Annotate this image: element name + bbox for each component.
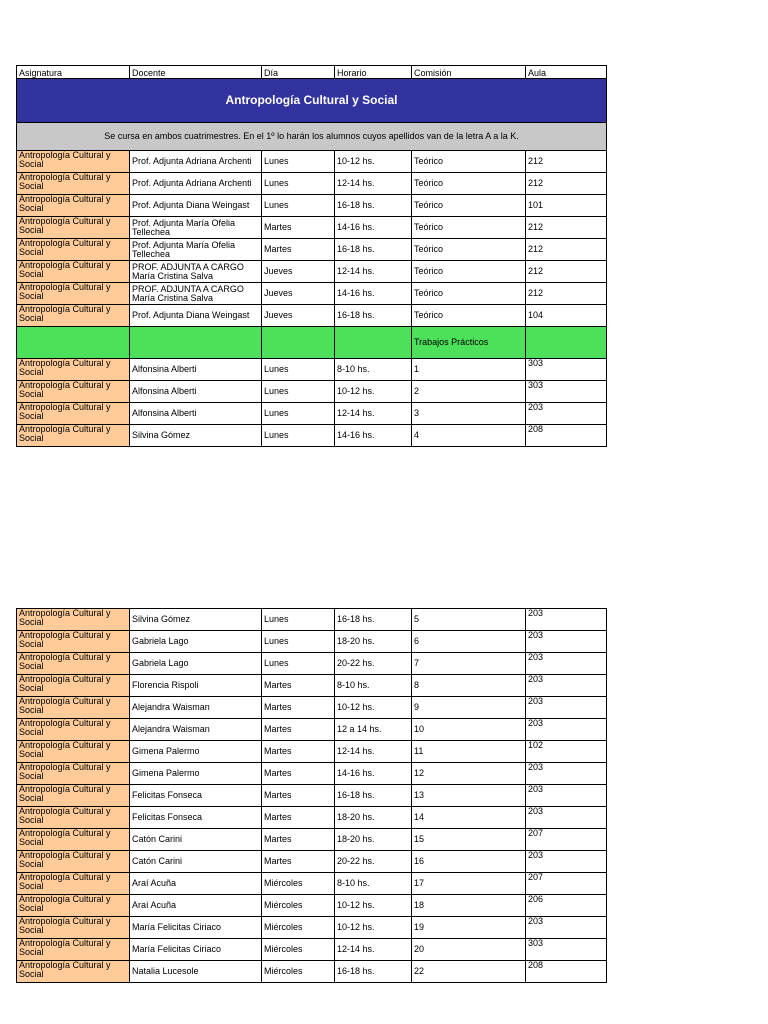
cell-asignatura: Antropología Cultural y Social — [17, 381, 130, 403]
cell-docente: Gabriela Lago — [130, 653, 262, 675]
cell-comision: 6 — [412, 631, 526, 653]
cell-aula: 212 — [526, 151, 607, 173]
cell-docente: Prof. Adjunta Adriana Archenti — [130, 173, 262, 195]
cell-asignatura: Antropología Cultural y Social — [17, 239, 130, 261]
cell-asignatura: Antropología Cultural y Social — [17, 261, 130, 283]
cell-aula: 212 — [526, 261, 607, 283]
table-row — [17, 239, 607, 261]
cell-comision: 9 — [412, 697, 526, 719]
cell-horario: 10-12 hs. — [335, 917, 412, 939]
cell-comision: 11 — [412, 741, 526, 763]
cell-asignatura: Antropología Cultural y Social — [17, 425, 130, 447]
cell-docente: María Felicitas Ciriaco — [130, 939, 262, 961]
cell-dia: Lunes — [262, 631, 335, 653]
cell-asignatura: Antropología Cultural y Social — [17, 151, 130, 173]
table-row — [17, 609, 607, 631]
cell-horario: 12-14 hs. — [335, 939, 412, 961]
cell-comision: Teórico — [412, 261, 526, 283]
cell-aula: 203 — [526, 719, 607, 741]
table-row — [17, 653, 607, 675]
cell-dia: Martes — [262, 697, 335, 719]
cell-aula: 206 — [526, 895, 607, 917]
cell-docente: Catón Carini — [130, 851, 262, 873]
cell-horario: 8-10 hs. — [335, 873, 412, 895]
cell-dia: Martes — [262, 675, 335, 697]
header-asignatura: Asignatura — [17, 66, 130, 79]
cell-comision: 3 — [412, 403, 526, 425]
cell-aula: 203 — [526, 785, 607, 807]
cell-aula: 207 — [526, 829, 607, 851]
cell-comision: 13 — [412, 785, 526, 807]
header-horario: Horario — [335, 66, 412, 79]
cell-docente: Prof. Adjunta Diana Weingast — [130, 305, 262, 327]
cell-horario: 12 a 14 hs. — [335, 719, 412, 741]
cell-docente: Alfonsina Alberti — [130, 381, 262, 403]
cell-comision: Teórico — [412, 239, 526, 261]
cell-dia: Martes — [262, 763, 335, 785]
cell-aula: 203 — [526, 807, 607, 829]
cell-horario: 16-18 hs. — [335, 195, 412, 217]
header-docente: Docente — [130, 66, 262, 79]
title-row — [17, 79, 607, 123]
header-comision: Comisión — [412, 66, 526, 79]
cell-asignatura: Antropología Cultural y Social — [17, 609, 130, 631]
cell-aula: 203 — [526, 403, 607, 425]
cell-aula: 203 — [526, 675, 607, 697]
cell-aula: 104 — [526, 305, 607, 327]
cell-comision: 1 — [412, 359, 526, 381]
cell-horario: 18-20 hs. — [335, 829, 412, 851]
practicos-label: Trabajos Prácticos — [412, 327, 526, 359]
cell-horario: 14-16 hs. — [335, 425, 412, 447]
cell-horario: 10-12 hs. — [335, 381, 412, 403]
cell-horario: 16-18 hs. — [335, 961, 412, 983]
course-note: Se cursa en ambos cuatrimestres. En el 1º lo harán los alumnos cuyos apellidos van de la letra A a la K. — [17, 123, 607, 151]
cell-dia: Martes — [262, 807, 335, 829]
cell-aula: 203 — [526, 851, 607, 873]
cell-comision: 17 — [412, 873, 526, 895]
table-row — [17, 283, 607, 305]
table-row — [17, 631, 607, 653]
table-row — [17, 895, 607, 917]
table-row — [17, 261, 607, 283]
practicos-row — [17, 327, 607, 359]
cell-dia: Miércoles — [262, 895, 335, 917]
cell-horario: 18-20 hs. — [335, 807, 412, 829]
cell-comision: Teórico — [412, 195, 526, 217]
cell-docente: Natalia Lucesole — [130, 961, 262, 983]
table-row — [17, 151, 607, 173]
cell-comision: Teórico — [412, 173, 526, 195]
cell-docente: Prof. Adjunta María Ofelia Tellechea — [130, 239, 262, 261]
cell-aula: 102 — [526, 741, 607, 763]
cell-asignatura: Antropología Cultural y Social — [17, 895, 130, 917]
cell-asignatura: Antropología Cultural y Social — [17, 851, 130, 873]
cell-comision: 12 — [412, 763, 526, 785]
cell-docente: Silvina Gómez — [130, 425, 262, 447]
cell-asignatura: Antropología Cultural y Social — [17, 719, 130, 741]
cell-comision: 7 — [412, 653, 526, 675]
cell-dia: Miércoles — [262, 939, 335, 961]
table-row — [17, 173, 607, 195]
table-row — [17, 807, 607, 829]
cell-horario: 10-12 hs. — [335, 151, 412, 173]
cell-asignatura: Antropología Cultural y Social — [17, 917, 130, 939]
cell-docente: Araí Acuña — [130, 895, 262, 917]
cell-aula: 101 — [526, 195, 607, 217]
cell-horario: 12-14 hs. — [335, 403, 412, 425]
cell-aula: 203 — [526, 609, 607, 631]
cell-dia: Lunes — [262, 381, 335, 403]
cell-comision: 16 — [412, 851, 526, 873]
cell-asignatura: Antropología Cultural y Social — [17, 741, 130, 763]
cell-horario: 20-22 hs. — [335, 851, 412, 873]
cell-asignatura: Antropología Cultural y Social — [17, 873, 130, 895]
cell-docente: Felicitas Fonseca — [130, 785, 262, 807]
cell-aula: 203 — [526, 697, 607, 719]
cell-aula: 203 — [526, 653, 607, 675]
cell-comision: Teórico — [412, 283, 526, 305]
cell-aula: 203 — [526, 631, 607, 653]
cell-aula: 303 — [526, 359, 607, 381]
cell-horario: 10-12 hs. — [335, 697, 412, 719]
cell-dia: Lunes — [262, 403, 335, 425]
cell-dia: Lunes — [262, 195, 335, 217]
cell-aula: 207 — [526, 873, 607, 895]
cell-horario: 8-10 hs. — [335, 359, 412, 381]
cell-dia: Lunes — [262, 151, 335, 173]
cell-docente: Prof. Adjunta Adriana Archenti — [130, 151, 262, 173]
cell-dia: Jueves — [262, 261, 335, 283]
cell-horario: 16-18 hs. — [335, 785, 412, 807]
table-row — [17, 675, 607, 697]
page-title: Antropología Cultural y Social — [17, 79, 607, 123]
cell-docente: PROF. ADJUNTA A CARGO María Cristina Salva — [130, 261, 262, 283]
practice-rows-bottom — [17, 609, 607, 983]
cell-asignatura: Antropología Cultural y Social — [17, 961, 130, 983]
cell-dia: Martes — [262, 719, 335, 741]
cell-docente: Alejandra Waisman — [130, 697, 262, 719]
table-row — [17, 873, 607, 895]
cell-dia: Martes — [262, 829, 335, 851]
cell-asignatura: Antropología Cultural y Social — [17, 829, 130, 851]
table-row — [17, 939, 607, 961]
cell-docente: Prof. Adjunta María Ofelia Tellechea — [130, 217, 262, 239]
cell-asignatura: Antropología Cultural y Social — [17, 653, 130, 675]
table-row — [17, 217, 607, 239]
cell-horario: 12-14 hs. — [335, 741, 412, 763]
cell-dia: Martes — [262, 851, 335, 873]
cell-aula: 212 — [526, 239, 607, 261]
note-row — [17, 123, 607, 151]
cell-dia: Jueves — [262, 305, 335, 327]
cell-asignatura: Antropología Cultural y Social — [17, 359, 130, 381]
cell-docente: Alfonsina Alberti — [130, 359, 262, 381]
cell-comision: 18 — [412, 895, 526, 917]
cell-comision: Teórico — [412, 151, 526, 173]
cell-comision: 15 — [412, 829, 526, 851]
cell-comision: 22 — [412, 961, 526, 983]
cell-dia: Martes — [262, 239, 335, 261]
cell-dia: Miércoles — [262, 961, 335, 983]
cell-horario: 14-16 hs. — [335, 283, 412, 305]
cell-asignatura: Antropología Cultural y Social — [17, 305, 130, 327]
cell-docente: Catón Carini — [130, 829, 262, 851]
cell-aula: 208 — [526, 961, 607, 983]
cell-dia: Martes — [262, 741, 335, 763]
table-row — [17, 961, 607, 983]
table-row — [17, 403, 607, 425]
cell-horario: 12-14 hs. — [335, 173, 412, 195]
table-row — [17, 697, 607, 719]
cell-horario: 20-22 hs. — [335, 653, 412, 675]
cell-docente: Gabriela Lago — [130, 631, 262, 653]
cell-horario: 16-18 hs. — [335, 239, 412, 261]
cell-comision: Teórico — [412, 305, 526, 327]
cell-asignatura: Antropología Cultural y Social — [17, 807, 130, 829]
schedule-table-top — [16, 65, 607, 447]
cell-comision: 2 — [412, 381, 526, 403]
cell-dia: Lunes — [262, 653, 335, 675]
cell-dia: Lunes — [262, 609, 335, 631]
cell-docente: Alejandra Waisman — [130, 719, 262, 741]
cell-docente: María Felicitas Ciriaco — [130, 917, 262, 939]
cell-dia: Miércoles — [262, 917, 335, 939]
table-row — [17, 305, 607, 327]
cell-aula: 303 — [526, 381, 607, 403]
schedule-table-bottom — [16, 608, 607, 983]
header-dia: Día — [262, 66, 335, 79]
cell-aula: 212 — [526, 173, 607, 195]
cell-aula: 208 — [526, 425, 607, 447]
theory-rows — [17, 151, 607, 327]
table-row — [17, 785, 607, 807]
header-aula: Aula — [526, 66, 607, 79]
cell-comision: 8 — [412, 675, 526, 697]
cell-comision: 14 — [412, 807, 526, 829]
cell-dia: Lunes — [262, 359, 335, 381]
cell-horario: 16-18 hs. — [335, 609, 412, 631]
table-row — [17, 359, 607, 381]
cell-asignatura: Antropología Cultural y Social — [17, 195, 130, 217]
cell-dia: Martes — [262, 217, 335, 239]
cell-horario: 14-16 hs. — [335, 217, 412, 239]
cell-asignatura: Antropología Cultural y Social — [17, 763, 130, 785]
cell-aula: 212 — [526, 217, 607, 239]
cell-dia: Lunes — [262, 173, 335, 195]
table-row — [17, 425, 607, 447]
table-row — [17, 851, 607, 873]
cell-horario: 18-20 hs. — [335, 631, 412, 653]
cell-docente: PROF. ADJUNTA A CARGO María Cristina Salva — [130, 283, 262, 305]
cell-docente: Prof. Adjunta Diana Weingast — [130, 195, 262, 217]
cell-horario: 14-16 hs. — [335, 763, 412, 785]
cell-aula: 303 — [526, 939, 607, 961]
cell-docente: Alfonsina Alberti — [130, 403, 262, 425]
cell-asignatura: Antropología Cultural y Social — [17, 697, 130, 719]
cell-asignatura: Antropología Cultural y Social — [17, 403, 130, 425]
table-row — [17, 719, 607, 741]
table-row — [17, 917, 607, 939]
cell-horario: 16-18 hs. — [335, 305, 412, 327]
cell-comision: Teórico — [412, 217, 526, 239]
table-row — [17, 763, 607, 785]
cell-dia: Martes — [262, 785, 335, 807]
cell-asignatura: Antropología Cultural y Social — [17, 173, 130, 195]
cell-comision: 5 — [412, 609, 526, 631]
cell-docente: Florencia Rispoli — [130, 675, 262, 697]
cell-dia: Miércoles — [262, 873, 335, 895]
header-row — [17, 66, 607, 79]
cell-aula: 203 — [526, 763, 607, 785]
cell-dia: Lunes — [262, 425, 335, 447]
cell-docente: Gimena Palermo — [130, 741, 262, 763]
cell-aula: 203 — [526, 917, 607, 939]
cell-asignatura: Antropología Cultural y Social — [17, 217, 130, 239]
table-row — [17, 829, 607, 851]
cell-horario: 10-12 hs. — [335, 895, 412, 917]
cell-aula: 212 — [526, 283, 607, 305]
cell-dia: Jueves — [262, 283, 335, 305]
cell-docente: Gimena Palermo — [130, 763, 262, 785]
cell-comision: 4 — [412, 425, 526, 447]
cell-comision: 20 — [412, 939, 526, 961]
cell-horario: 8-10 hs. — [335, 675, 412, 697]
cell-horario: 12-14 hs. — [335, 261, 412, 283]
table-row — [17, 195, 607, 217]
table-row — [17, 741, 607, 763]
cell-asignatura: Antropología Cultural y Social — [17, 631, 130, 653]
table-row — [17, 381, 607, 403]
cell-docente: Araí Acuña — [130, 873, 262, 895]
cell-docente: Felicitas Fonseca — [130, 807, 262, 829]
cell-asignatura: Antropología Cultural y Social — [17, 675, 130, 697]
cell-asignatura: Antropología Cultural y Social — [17, 283, 130, 305]
practice-rows-top — [17, 359, 607, 447]
cell-comision: 19 — [412, 917, 526, 939]
cell-docente: Silvina Gómez — [130, 609, 262, 631]
cell-asignatura: Antropología Cultural y Social — [17, 785, 130, 807]
cell-comision: 10 — [412, 719, 526, 741]
cell-asignatura: Antropología Cultural y Social — [17, 939, 130, 961]
